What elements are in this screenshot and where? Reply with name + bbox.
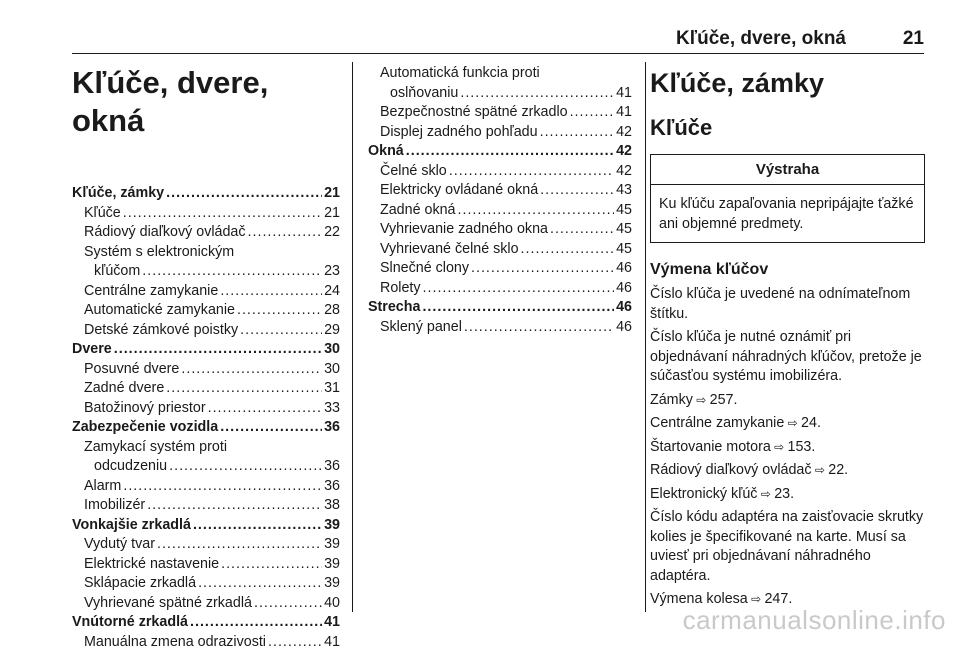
toc-label: kľúčom [94, 262, 140, 282]
toc-page-number: 43 [616, 181, 632, 201]
toc-page-number: 22 [324, 223, 340, 243]
toc-page-number: 45 [616, 240, 632, 260]
toc-page-number: 36 [324, 418, 340, 438]
toc-section-link[interactable] [72, 418, 340, 438]
toc-page-number: 39 [324, 574, 340, 594]
toc-section-link[interactable] [72, 613, 340, 633]
toc-leader-dots [550, 220, 614, 240]
page-reference[interactable]: 24. [801, 415, 821, 431]
toc-page-number: 38 [324, 496, 340, 516]
toc-label: Vyhrievanie zadného okna [380, 220, 548, 240]
toc-entry-link[interactable] [368, 123, 632, 143]
toc-label: Systém s elektronickým [84, 243, 234, 263]
toc-leader-dots [198, 574, 322, 594]
toc-leader-dots [540, 123, 615, 143]
toc-page-number: 46 [616, 318, 632, 338]
toc-label: Imobilizér [84, 496, 145, 516]
toc-label: oslňovaniu [390, 84, 458, 104]
toc-entry-link[interactable] [368, 240, 632, 260]
toc-leader-dots [157, 535, 322, 555]
toc-leader-dots [208, 399, 323, 419]
toc-leader-dots [220, 418, 322, 438]
toc-page-number: 39 [324, 535, 340, 555]
toc-entry-link[interactable] [72, 399, 340, 419]
toc-entry-link[interactable] [368, 181, 632, 201]
toc-entry-link[interactable] [72, 496, 340, 516]
toc-section-link[interactable] [72, 340, 340, 360]
paragraph-text: Zámky [650, 392, 693, 408]
warning-box [650, 154, 925, 243]
toc-leader-dots [123, 477, 322, 497]
toc-label: Displej zadného pohľadu [380, 123, 538, 143]
page-reference[interactable]: 257. [710, 392, 738, 408]
toc-entry-link[interactable] [368, 162, 632, 182]
cross-reference[interactable] [650, 485, 925, 505]
page-reference[interactable]: 247. [764, 591, 792, 607]
chapter-title: Kľúče, dvere, okná [72, 64, 340, 140]
header-rule [72, 53, 924, 54]
warning-text: Ku kľúču zapaľovania nepripájajte ťažké ani objemné predmety. [651, 185, 924, 242]
toc-entry-link[interactable] [72, 535, 340, 555]
toc-leader-dots [422, 298, 614, 318]
toc-label: Kľúče, zámky [72, 184, 164, 204]
toc-label: Elektrické nastavenie [84, 555, 219, 575]
toc-page-number: 36 [324, 457, 340, 477]
arrow-right-icon: ⇨ [748, 592, 765, 606]
toc-page-number: 30 [324, 360, 340, 380]
toc-leader-dots [147, 496, 322, 516]
toc-label: Vyhrievané čelné sklo [380, 240, 519, 260]
running-header [72, 28, 924, 52]
toc-page-number: 41 [324, 613, 340, 633]
arrow-right-icon: ⇨ [771, 440, 788, 454]
toc-page-number: 45 [616, 220, 632, 240]
toc-page-number: 41 [616, 103, 632, 123]
toc-label: Kľúče [84, 204, 121, 224]
toc-page-number: 30 [324, 340, 340, 360]
toc-entry-link[interactable] [72, 204, 340, 224]
toc-entry-link[interactable] [72, 477, 340, 497]
toc-leader-dots [406, 142, 614, 162]
toc-leader-dots [248, 223, 323, 243]
arrow-right-icon: ⇨ [693, 393, 710, 407]
toc-label: Slnečné clony [380, 259, 469, 279]
toc-label: Sklený panel [380, 318, 462, 338]
toc-entry-link[interactable] [368, 201, 632, 221]
toc-entry-link[interactable] [368, 84, 632, 104]
toc-leader-dots [240, 321, 322, 341]
toc-column-middle [368, 58, 632, 337]
subsection-title: Kľúče [650, 114, 925, 142]
body-paragraphs [650, 285, 925, 610]
toc-entry-link[interactable] [72, 438, 340, 458]
toc-page-number: 45 [616, 201, 632, 221]
page-reference[interactable]: 22. [828, 462, 848, 478]
paragraph-text: Číslo kľúča je nutné oznámiť pri objednávaní náhradných kľúčov, pretože je súčasťou systému imobilizéra. [650, 329, 922, 384]
arrow-right-icon: ⇨ [812, 463, 829, 477]
toc-label: Sklápacie zrkadlá [84, 574, 196, 594]
toc-entry-link[interactable] [72, 262, 340, 282]
toc-leader-dots [193, 516, 322, 536]
section-title: Kľúče, zámky [650, 66, 925, 100]
arrow-right-icon: ⇨ [784, 416, 801, 430]
toc-page-number: 40 [324, 594, 340, 614]
toc-leader-dots [449, 162, 614, 182]
toc-leader-dots [220, 282, 322, 302]
paragraph-text: Elektronický kľúč [650, 486, 757, 502]
toc-leader-dots [190, 613, 322, 633]
toc-label: Automatická funkcia proti [380, 64, 540, 84]
toc-label: Alarm [84, 477, 121, 497]
paragraph-text: Číslo kľúča je uvedené na odnímateľnom štítku. [650, 286, 910, 322]
toc-label: Vydutý tvar [84, 535, 155, 555]
toc-label: Zabezpečenie vozidla [72, 418, 218, 438]
toc-entry-link[interactable] [368, 318, 632, 338]
cross-reference[interactable] [650, 438, 925, 458]
toc-section-link[interactable] [72, 516, 340, 536]
paragraph [650, 328, 925, 387]
toc-entry-link[interactable] [368, 259, 632, 279]
toc-page-number: 33 [324, 399, 340, 419]
table-of-contents-middle [368, 64, 632, 337]
toc-leader-dots [181, 360, 322, 380]
toc-page-number: 39 [324, 555, 340, 575]
toc-leader-dots [169, 457, 322, 477]
page-number: 21 [903, 28, 924, 50]
toc-entry-link[interactable] [72, 574, 340, 594]
toc-leader-dots [471, 259, 614, 279]
toc-page-number: 46 [616, 298, 632, 318]
toc-page-number: 46 [616, 259, 632, 279]
page-reference[interactable]: 153. [788, 439, 816, 455]
toc-page-number: 41 [616, 84, 632, 104]
toc-entry-link[interactable] [368, 279, 632, 299]
toc-label: odcudzeniu [94, 457, 167, 477]
toc-page-number: 41 [324, 633, 340, 652]
toc-entry-link[interactable] [72, 594, 340, 614]
toc-label: Bezpečnostné spätné zrkadlo [380, 103, 568, 123]
toc-entry-link[interactable] [72, 555, 340, 575]
toc-page-number: 39 [324, 516, 340, 536]
toc-section-link[interactable] [368, 298, 632, 318]
cross-reference[interactable] [650, 391, 925, 411]
toc-entry-link[interactable] [72, 223, 340, 243]
toc-entry-link[interactable] [72, 457, 340, 477]
toc-leader-dots [458, 201, 615, 221]
toc-label: Zadné dvere [84, 379, 164, 399]
toc-entry-link[interactable] [72, 633, 340, 652]
content-column-right [650, 58, 925, 610]
toc-leader-dots [460, 84, 614, 104]
toc-page-number: 24 [324, 282, 340, 302]
paragraph-text: Číslo kódu adaptéra na zaisťovacie skrutky kolies je špecifikované na karte. Musí sa uviesť pri objednávaní náhradného adaptéra. [650, 509, 923, 584]
toc-page-number: 21 [324, 204, 340, 224]
toc-entry-link[interactable] [72, 301, 340, 321]
toc-entry-link[interactable] [368, 220, 632, 240]
toc-label: Batožinový priestor [84, 399, 206, 419]
toc-label: Vonkajšie zrkadlá [72, 516, 191, 536]
toc-label: Zadné okná [380, 201, 456, 221]
cross-reference[interactable] [650, 414, 925, 434]
toc-entry-link[interactable] [368, 64, 632, 84]
warning-title: Výstraha [651, 155, 924, 185]
toc-leader-dots [570, 103, 615, 123]
toc-leader-dots [166, 379, 322, 399]
toc-label: Automatické zamykanie [84, 301, 235, 321]
toc-entry-link[interactable] [72, 360, 340, 380]
toc-page-number: 46 [616, 279, 632, 299]
toc-label: Elektricky ovládané okná [380, 181, 538, 201]
toc-label: Čelné sklo [380, 162, 447, 182]
toc-leader-dots [166, 184, 322, 204]
cross-reference[interactable] [650, 461, 925, 481]
page-reference[interactable]: 23. [774, 486, 794, 502]
toc-leader-dots [464, 318, 614, 338]
toc-label: Posuvné dvere [84, 360, 179, 380]
toc-label: Dvere [72, 340, 112, 360]
column-divider-left [352, 62, 353, 612]
toc-label: Vyhrievané spätné zrkadlá [84, 594, 252, 614]
toc-page-number: 36 [324, 477, 340, 497]
toc-page-number: 29 [324, 321, 340, 341]
toc-label: Detské zámkové poistky [84, 321, 238, 341]
running-header-title: Kľúče, dvere, okná [676, 28, 846, 50]
toc-section-link[interactable] [72, 184, 340, 204]
toc-label: Rolety [380, 279, 421, 299]
toc-entry-link[interactable] [72, 379, 340, 399]
toc-entry-link[interactable] [72, 243, 340, 263]
toc-leader-dots [237, 301, 322, 321]
toc-leader-dots [540, 181, 614, 201]
paragraph [650, 508, 925, 586]
toc-leader-dots [423, 279, 615, 299]
paragraph-text: Výmena kolesa [650, 591, 748, 607]
toc-leader-dots [254, 594, 322, 614]
toc-leader-dots [268, 633, 322, 652]
toc-leader-dots [142, 262, 322, 282]
toc-leader-dots [123, 204, 322, 224]
arrow-right-icon: ⇨ [757, 487, 774, 501]
watermark: carmanualsonline.info [683, 605, 946, 636]
toc-page-number: 42 [616, 142, 632, 162]
toc-section-link[interactable] [368, 142, 632, 162]
toc-page-number: 21 [324, 184, 340, 204]
toc-label: Centrálne zamykanie [84, 282, 218, 302]
toc-leader-dots [521, 240, 615, 260]
toc-label: Okná [368, 142, 404, 162]
toc-page-number: 42 [616, 123, 632, 143]
toc-column-left [72, 58, 340, 652]
toc-page-number: 31 [324, 379, 340, 399]
toc-leader-dots [221, 555, 322, 575]
key-replacement-heading: Výmena kľúčov [650, 259, 925, 281]
toc-page-number: 42 [616, 162, 632, 182]
toc-label: Rádiový diaľkový ovládač [84, 223, 246, 243]
toc-label: Zamykací systém proti [84, 438, 227, 458]
column-divider-right [645, 62, 646, 612]
toc-entry-link[interactable] [368, 103, 632, 123]
toc-page-number: 23 [324, 262, 340, 282]
toc-page-number: 28 [324, 301, 340, 321]
paragraph [650, 285, 925, 324]
paragraph-text: Rádiový diaľkový ovládač [650, 462, 812, 478]
toc-label: Vnútorné zrkadlá [72, 613, 188, 633]
toc-entry-link[interactable] [72, 282, 340, 302]
paragraph-text: Centrálne zamykanie [650, 415, 784, 431]
toc-leader-dots [114, 340, 322, 360]
table-of-contents-left [72, 184, 340, 652]
toc-entry-link[interactable] [72, 321, 340, 341]
paragraph-text: Štartovanie motora [650, 439, 771, 455]
toc-label: Manuálna zmena odrazivosti [84, 633, 266, 652]
toc-label: Strecha [368, 298, 420, 318]
